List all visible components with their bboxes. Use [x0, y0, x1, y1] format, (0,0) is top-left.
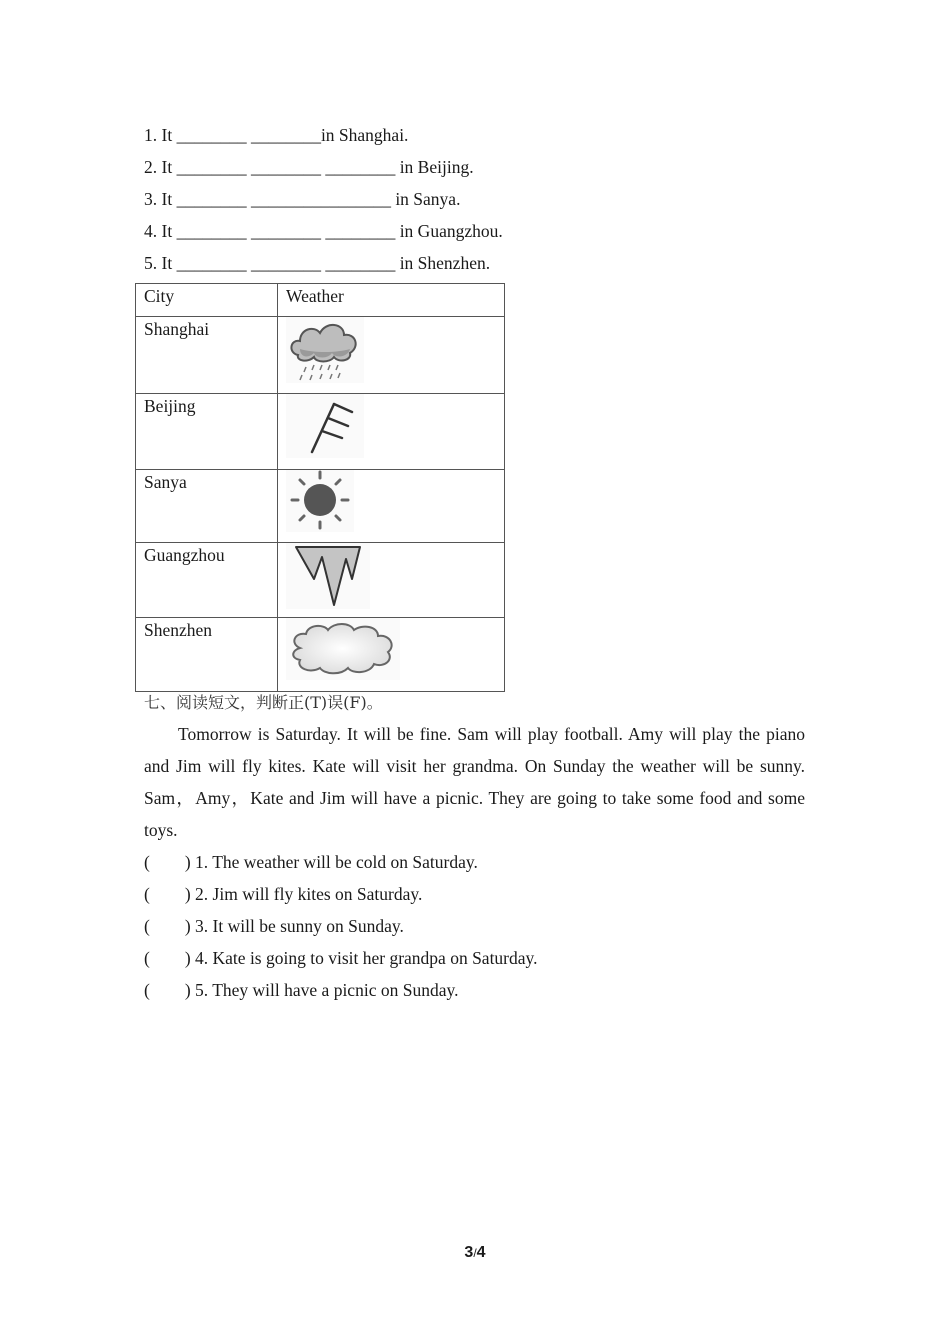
- weather-cell: [278, 543, 505, 618]
- cloud-icon: [286, 618, 400, 680]
- tf-question-2: ( ) 2. Jim will fly kites on Saturday.: [144, 884, 423, 904]
- icicle-cold-icon: [286, 543, 370, 609]
- total-pages: 4: [476, 1244, 486, 1261]
- city-name: Guangzhou: [144, 545, 225, 565]
- header-city-label: City: [144, 286, 175, 306]
- table-row: [136, 317, 505, 394]
- wind-icon: [286, 394, 364, 458]
- city-name: Shenzhen: [144, 620, 213, 640]
- page-number: [0, 1244, 950, 1262]
- tf-question-5: ( ) 5. They will have a picnic on Sunday.: [144, 980, 459, 1000]
- city-name: Sanya: [144, 472, 187, 492]
- passage-text: Tomorrow is Saturday. It will be fine. Sam will play football. Amy will play the piano and Jim will fly kites. Kate will visit her grandma. On Sunday the weather will be sunny. Sam，Amy，Kate and Jim will have a picnic. They are going to take some food and some toys.: [144, 724, 805, 840]
- sun-icon: [286, 470, 354, 532]
- header-weather: [278, 284, 505, 317]
- table-row: [136, 394, 505, 470]
- city-cell: [136, 317, 278, 394]
- city-cell: [136, 470, 278, 543]
- current-page: 3: [464, 1244, 474, 1261]
- weather-cell: [278, 618, 505, 692]
- table-row: [136, 543, 505, 618]
- page-separator: /: [473, 1246, 477, 1260]
- table-row: [136, 470, 505, 543]
- weather-cell: [278, 470, 505, 543]
- fill-in-item-2: 2. It ________ ________ ________ in Beijing.: [144, 157, 474, 177]
- reading-passage: [144, 718, 805, 846]
- rain-cloud-icon: [286, 317, 364, 383]
- section-7-title: 七、阅读短文，判断正(T)误(F)。: [144, 693, 383, 712]
- table-header-row: [136, 284, 505, 317]
- fill-in-item-5: 5. It ________ ________ ________ in Shenzhen.: [144, 253, 491, 273]
- weather-cell: [278, 394, 505, 470]
- fill-in-item-1: 1. It ________ ________in Shanghai.: [144, 125, 409, 145]
- city-name: Shanghai: [144, 319, 210, 339]
- tf-question-1: ( ) 1. The weather will be cold on Saturday.: [144, 852, 478, 872]
- tf-question-3: ( ) 3. It will be sunny on Sunday.: [144, 916, 404, 936]
- weather-table: [135, 283, 505, 692]
- city-name: Beijing: [144, 396, 196, 416]
- tf-question-4: ( ) 4. Kate is going to visit her grandpa on Saturday.: [144, 948, 538, 968]
- city-cell: [136, 543, 278, 618]
- fill-in-item-4: 4. It ________ ________ ________ in Guangzhou.: [144, 221, 503, 241]
- header-weather-label: Weather: [286, 286, 344, 306]
- fill-in-item-3: 3. It ________ ________________ in Sanya.: [144, 189, 461, 209]
- city-cell: [136, 618, 278, 692]
- header-city: [136, 284, 278, 317]
- weather-cell: [278, 317, 505, 394]
- table-row: [136, 618, 505, 692]
- city-cell: [136, 394, 278, 470]
